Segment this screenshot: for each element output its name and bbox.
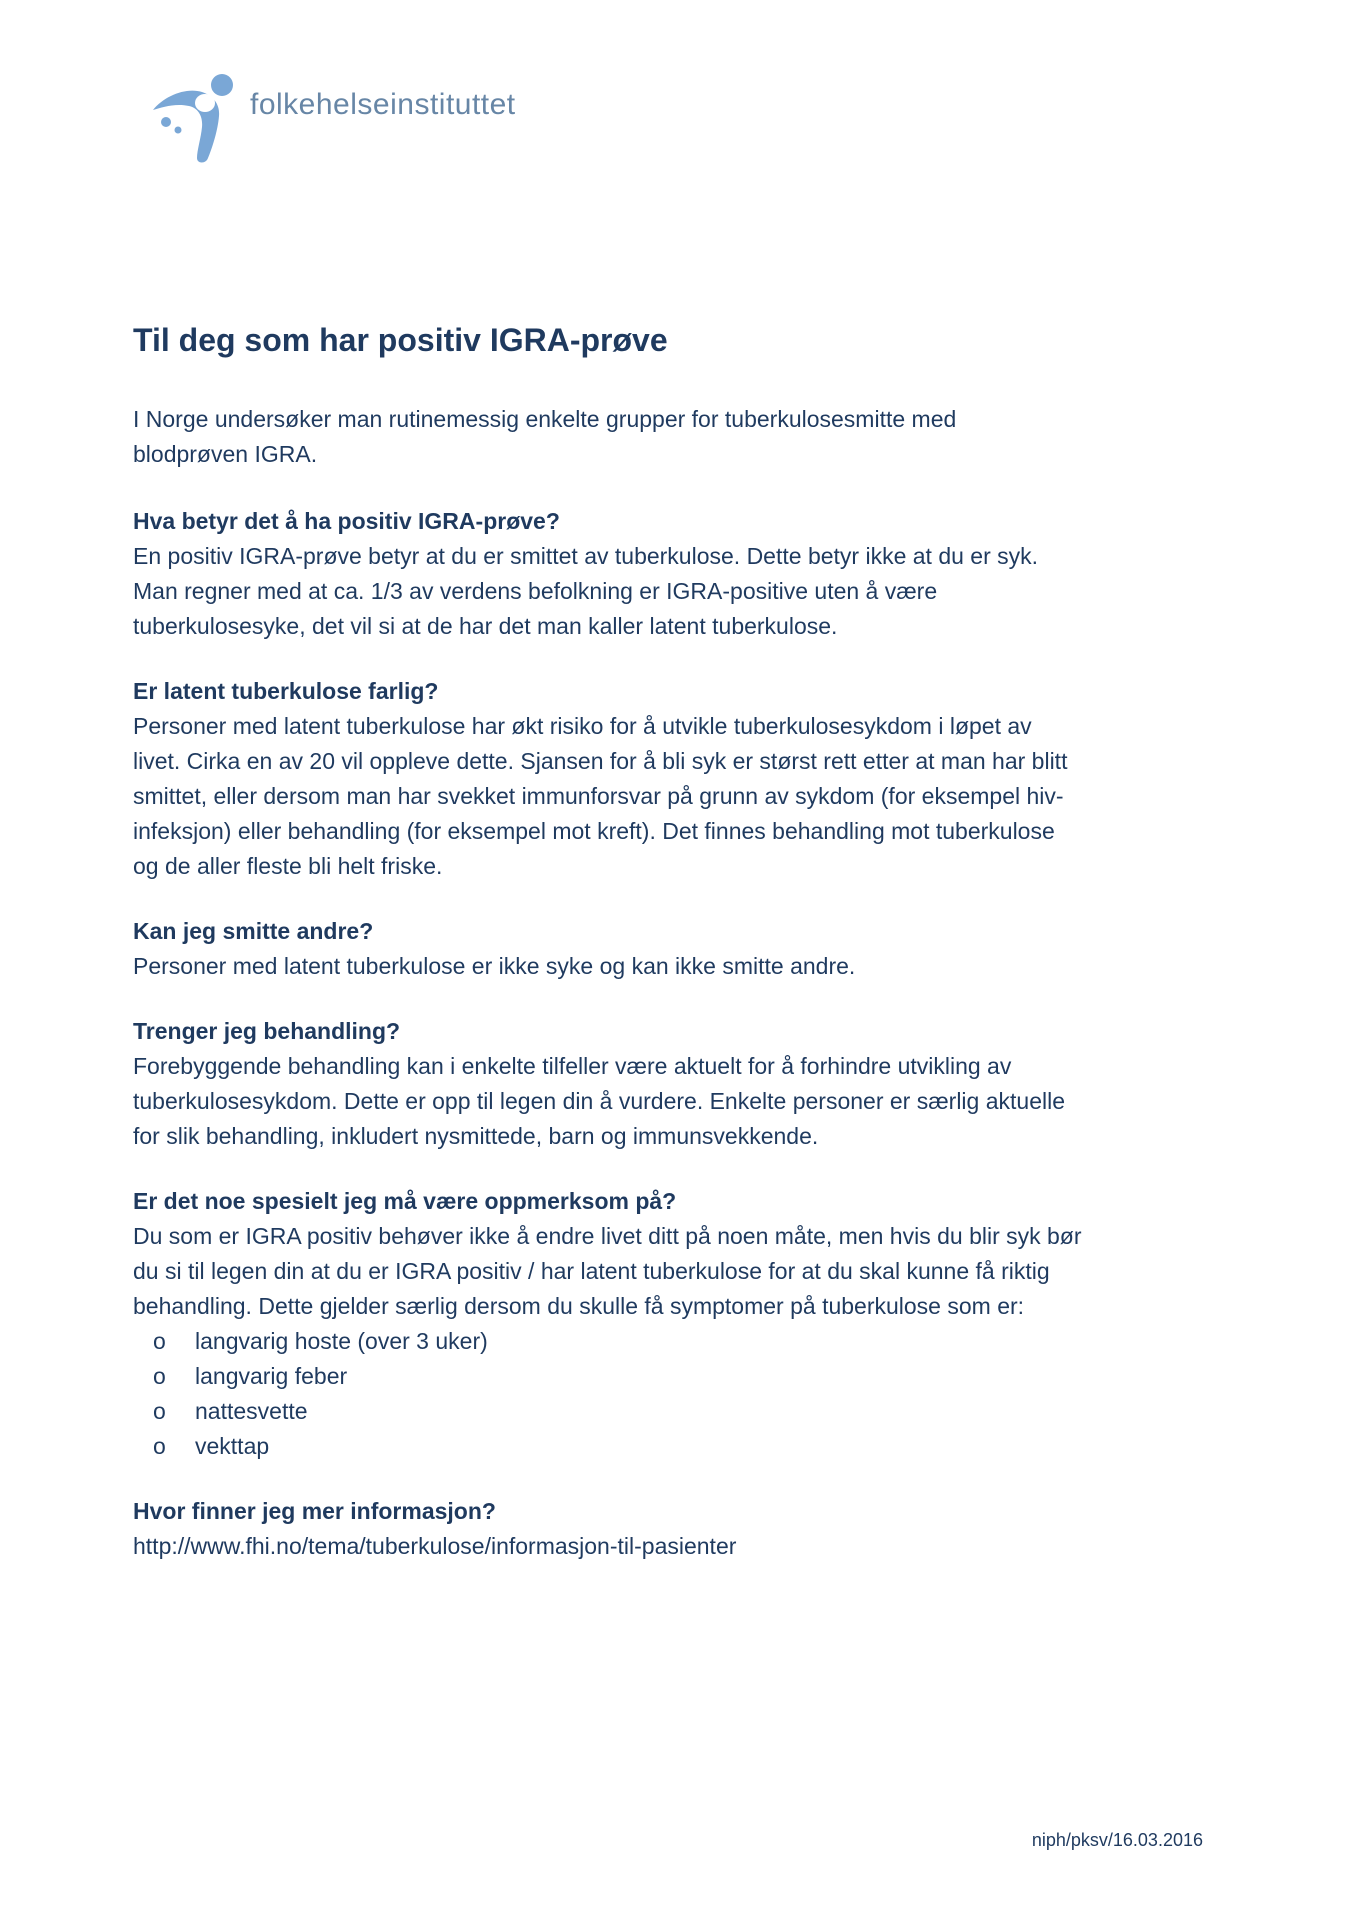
fhi-logo-mark-icon (150, 72, 240, 164)
paragraph-line: En positiv IGRA-prøve betyr at du er smittet av tuberkulose. Dette betyr ikke at du er syk. (133, 543, 1039, 569)
section-can-i-infect-others (133, 914, 1213, 984)
document-reference: niph/pksv/16.03.2016 (1031, 1830, 1203, 1850)
paragraph-line: tuberkulosesyke, det vil si at de har det man kaller latent tuberkulose. (133, 613, 838, 639)
paragraph-line: tuberkulosesykdom. Dette er opp til legen din å vurdere. Enkelte personer er særlig aktuelle (133, 1088, 1065, 1114)
section-anything-to-watch-for (133, 1184, 1213, 1464)
list-item-label: langvarig feber (195, 1363, 348, 1389)
section-heading: Trenger jeg behandling? (133, 1018, 401, 1044)
paragraph-line: og de aller fleste bli helt friske. (133, 853, 443, 879)
paragraph-line: du si til legen din at du er IGRA positiv / har latent tuberkulose for at du skal kunne få riktig (133, 1258, 1050, 1284)
section-is-latent-tb-dangerous (133, 674, 1213, 884)
paragraph-line: Forebyggende behandling kan i enkelte tilfeller være aktuelt for å forhindre utvikling av (133, 1053, 1012, 1079)
paragraph-line: Man regner med at ca. 1/3 av verdens befolkning er IGRA-positive uten å være (133, 578, 938, 604)
info-link[interactable]: http://www.fhi.no/tema/tuberkulose/informasjon-til-pasienter (133, 1533, 737, 1559)
paragraph-line: I Norge undersøker man rutinemessig enkelte grupper for tuberkulosesmitte med (133, 406, 957, 432)
paragraph-line: behandling. Dette gjelder særlig dersom du skulle få symptomer på tuberkulose som er: (133, 1293, 1025, 1319)
list-item (133, 1324, 1213, 1359)
section-more-information (133, 1494, 1213, 1564)
paragraph-line: for slik behandling, inkludert nysmittede, barn og immunsvekkende. (133, 1123, 819, 1149)
list-item (133, 1429, 1213, 1464)
section-heading: Hva betyr det å ha positiv IGRA-prøve? (133, 508, 560, 534)
intro-paragraph (133, 402, 1213, 472)
paragraph-line: livet. Cirka en av 20 vil oppleve dette. Sjansen for å bli syk er størst rett etter at man har blitt (133, 748, 1068, 774)
bullet-marker: o (153, 1398, 166, 1424)
bullet-marker: o (153, 1328, 166, 1354)
section-what-does-positive-mean (133, 504, 1213, 644)
bullet-marker: o (153, 1433, 166, 1459)
fhi-logo-text: folkehelseinstituttet (250, 88, 516, 121)
page-title: Til deg som har positiv IGRA-prøve (133, 322, 668, 358)
section-heading: Er det noe spesielt jeg må være oppmerksom på? (133, 1188, 677, 1214)
section-heading: Kan jeg smitte andre? (133, 918, 374, 944)
list-item (133, 1394, 1213, 1429)
section-heading: Er latent tuberkulose farlig? (133, 678, 439, 704)
section-heading: Hvor finner jeg mer informasjon? (133, 1498, 496, 1524)
section-do-i-need-treatment (133, 1014, 1213, 1154)
paragraph-line: Personer med latent tuberkulose er ikke syke og kan ikke smitte andre. (133, 953, 856, 979)
paragraph-line: infeksjon) eller behandling (for eksempel mot kreft). Det finnes behandling mot tuberkulose (133, 818, 1055, 844)
bullet-marker: o (153, 1363, 166, 1389)
paragraph-line: Personer med latent tuberkulose har økt risiko for å utvikle tuberkulosesykdom i løpet av (133, 713, 1032, 739)
paragraph-line: blodprøven IGRA. (133, 441, 318, 467)
symptom-list (133, 1324, 1213, 1464)
list-item (133, 1359, 1213, 1394)
paragraph-line: Du som er IGRA positiv behøver ikke å endre livet ditt på noen måte, men hvis du blir syk bør (133, 1223, 1082, 1249)
list-item-label: nattesvette (195, 1398, 308, 1424)
list-item-label: langvarig hoste (over 3 uker) (195, 1328, 488, 1354)
document-content (133, 318, 1213, 1594)
list-item-label: vekttap (195, 1433, 270, 1459)
paragraph-line: smittet, eller dersom man har svekket immunforsvar på grunn av sykdom (for eksempel hiv- (133, 783, 1064, 809)
